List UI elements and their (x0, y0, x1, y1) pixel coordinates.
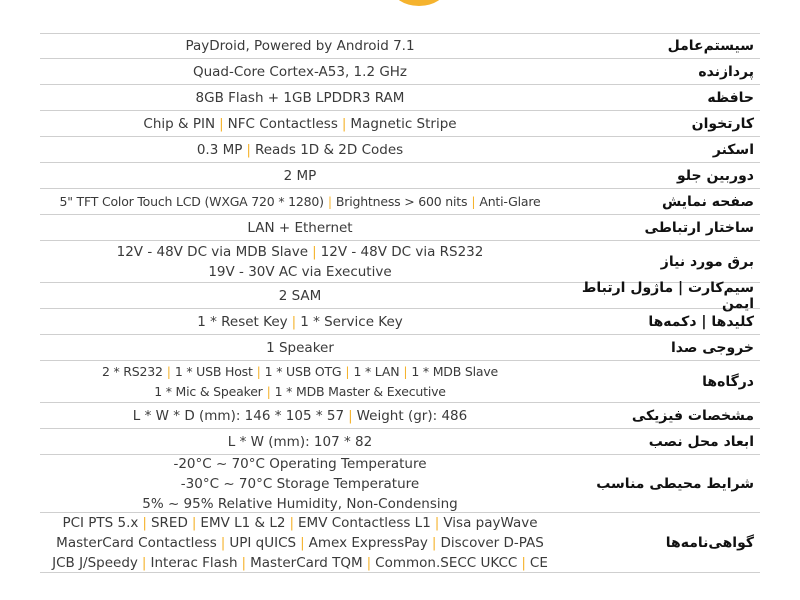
separator: | (219, 115, 224, 132)
spec-value-line (40, 88, 560, 108)
separator: | (403, 363, 408, 379)
spec-value-item: MasterCard TQM (250, 554, 363, 571)
spec-value-line (40, 262, 560, 282)
spec-label: شرایط محیطی مناسب (596, 475, 754, 492)
spec-value-line (40, 454, 560, 474)
spec-value-item: Interac Flash (150, 554, 238, 571)
spec-label: مشخصات فیزیکی (631, 407, 754, 424)
separator: | (366, 554, 372, 571)
separator: | (521, 554, 526, 571)
spec-value-item: Brightness > 600 nits (335, 193, 468, 209)
spec-value-item: L * W * D (mm): 146 * 105 * 57 (132, 407, 345, 424)
spec-row-keys (40, 309, 760, 335)
separator: | (291, 313, 297, 330)
spec-label: کارتخوان (691, 115, 754, 132)
spec-value (40, 406, 560, 426)
spec-value-item: MasterCard Contactless (56, 534, 217, 551)
spec-value-item: 2 SAM (278, 287, 322, 304)
spec-value-line (40, 553, 560, 573)
spec-label: اسکنر (712, 141, 754, 158)
spec-value-item: 1 * Reset Key (197, 313, 288, 330)
spec-label: پردازنده (698, 63, 754, 80)
spec-value-item: UPI qUICS (229, 534, 297, 551)
spec-row-processor (40, 59, 760, 85)
separator: | (345, 363, 350, 379)
spec-value-item: 12V - 48V DC via RS232 (320, 243, 484, 260)
spec-label: صفحه نمایش (661, 193, 754, 210)
spec-value-item: CE (529, 554, 548, 571)
spec-value (40, 432, 560, 452)
spec-value (40, 192, 560, 212)
separator: | (327, 193, 332, 209)
spec-value-line (40, 382, 560, 402)
spec-value-item: PayDroid, Powered by Android 7.1 (185, 38, 415, 54)
spec-label: گواهی‌نامه‌ها (665, 534, 754, 551)
spec-value-line (40, 140, 560, 160)
spec-value-item: Common.SECC UKCC (375, 554, 518, 571)
separator: | (471, 193, 476, 209)
spec-value-item: 1 * Service Key (300, 313, 403, 330)
spec-label: سیستم‌عامل (667, 38, 754, 54)
spec-value-item: SRED (150, 514, 188, 531)
spec-row-mounting (40, 429, 760, 455)
spec-label: برق مورد نیاز (660, 253, 754, 270)
spec-value-line (40, 218, 560, 238)
spec-value-item: JCB J/Speedy (52, 554, 138, 571)
spec-value-item: Quad-Core Cortex-A53, 1.2 GHz (192, 63, 408, 80)
spec-value-item: 2 * RS232 (101, 363, 163, 379)
spec-value-item: 1 * USB Host (174, 363, 253, 379)
spec-value-line (40, 192, 560, 212)
spec-value-item: 1 Speaker (266, 339, 334, 356)
spec-value-item: Chip & PIN (143, 115, 216, 132)
spec-value (40, 242, 560, 282)
spec-value-item: 19V - 30V AC via Executive (208, 263, 392, 280)
spec-label: حافظه (707, 89, 754, 106)
spec-value-item: Anti-Glare (479, 193, 541, 209)
spec-row-audio (40, 335, 760, 361)
spec-value-item: 8GB Flash + 1GB LPDDR3 RAM (195, 89, 405, 106)
spec-value-item: Weight (gr): 486 (356, 407, 468, 424)
spec-value-item: 1 * LAN (353, 363, 400, 379)
spec-label: دوربین جلو (677, 167, 754, 184)
spec-value (40, 312, 560, 332)
separator: | (246, 141, 251, 158)
separator: | (312, 243, 317, 260)
spec-row-display (40, 189, 760, 215)
spec-value (40, 62, 560, 82)
spec-row-certifications (40, 513, 760, 573)
spec-value (40, 513, 560, 573)
separator: | (141, 554, 147, 571)
spec-label: خروجی صدا (670, 339, 754, 356)
spec-value-line (40, 286, 560, 306)
separator: | (166, 363, 171, 379)
spec-label: سیم‌کارت | ماژول ارتباط ایمن (581, 279, 754, 312)
spec-row-front-camera (40, 163, 760, 189)
spec-value-line (40, 533, 560, 553)
spec-value-item: EMV L1 & L2 (200, 514, 286, 531)
separator: | (431, 534, 437, 551)
separator: | (289, 514, 295, 531)
spec-value (40, 166, 560, 186)
spec-value (40, 454, 560, 514)
spec-value-item: 0.3 MP (196, 141, 243, 158)
separator: | (241, 554, 247, 571)
spec-value-item: Visa payWave (443, 514, 538, 531)
spec-value-line (40, 114, 560, 134)
spec-value-line (40, 513, 560, 533)
spec-value (40, 114, 560, 134)
spec-row-card-reader (40, 111, 760, 137)
spec-value-item: Amex ExpressPay (308, 534, 428, 551)
spec-value-item: L * W (mm): 107 * 82 (227, 433, 373, 450)
spec-row-connectivity (40, 215, 760, 241)
spec-value-line (40, 494, 560, 514)
spec-value-line (40, 166, 560, 186)
spec-value-item: 5% ~ 95% Relative Humidity, Non-Condensing (142, 495, 458, 512)
spec-table (40, 33, 760, 573)
spec-value (40, 140, 560, 160)
separator: | (434, 514, 440, 531)
spec-value (40, 36, 560, 56)
orange-circle-logo-icon (392, 0, 446, 6)
spec-label: کلیدها | دکمه‌ها (648, 313, 754, 330)
spec-row-sam (40, 279, 760, 312)
spec-value-line (40, 474, 560, 494)
separator: | (300, 534, 305, 551)
spec-value-item: -20°C ~ 70°C Operating Temperature (173, 455, 427, 472)
spec-value-item: 5" TFT Color Touch LCD (WXGA 720 * 1280) (59, 193, 324, 209)
spec-value-item: 1 * MDB Master & Executive (274, 383, 446, 399)
spec-value-item: EMV Contactless L1 (298, 514, 431, 531)
spec-value-line (40, 242, 560, 262)
spec-value-item: 2 MP (283, 167, 317, 184)
spec-value-item: NFC Contactless (227, 115, 338, 132)
spec-value (40, 286, 560, 306)
spec-value-item: PCI PTS 5.x (62, 514, 139, 531)
spec-value-item: 12V - 48V DC via MDB Slave (116, 243, 309, 260)
spec-row-memory (40, 85, 760, 111)
separator: | (266, 383, 271, 399)
spec-value-item: 1 * MDB Slave (411, 363, 499, 379)
spec-value-line (40, 362, 560, 382)
spec-row-power (40, 241, 760, 283)
separator: | (341, 115, 347, 132)
spec-label: درگاه‌ها (702, 373, 754, 390)
spec-value-item: -30°C ~ 70°C Storage Temperature (180, 475, 420, 492)
separator: | (142, 514, 147, 531)
separator: | (348, 407, 353, 424)
spec-value-line (40, 36, 560, 56)
spec-value-item: Reads 1D & 2D Codes (254, 141, 404, 158)
spec-value-line (40, 338, 560, 358)
spec-row-os (40, 33, 760, 59)
spec-value (40, 218, 560, 238)
spec-row-scanner (40, 137, 760, 163)
spec-row-physical (40, 403, 760, 429)
spec-label: ابعاد محل نصب (648, 433, 754, 450)
spec-value (40, 88, 560, 108)
spec-label: ساختار ارتباطی (644, 219, 754, 236)
spec-value-item: 1 * Mic & Speaker (154, 383, 263, 399)
spec-value-line (40, 406, 560, 426)
spec-value-item: LAN + Ethernet (247, 219, 353, 236)
spec-value-line (40, 312, 560, 332)
spec-row-environment (40, 455, 760, 513)
separator: | (220, 534, 226, 551)
spec-row-ports (40, 361, 760, 403)
spec-value-line (40, 432, 560, 452)
spec-value (40, 362, 560, 402)
spec-value-item: Discover D-PAS (440, 534, 544, 551)
separator: | (256, 363, 261, 379)
spec-value-item: Magnetic Stripe (350, 115, 457, 132)
spec-value-line (40, 62, 560, 82)
separator: | (191, 514, 197, 531)
spec-value-item: 1 * USB OTG (264, 363, 342, 379)
spec-value (40, 338, 560, 358)
